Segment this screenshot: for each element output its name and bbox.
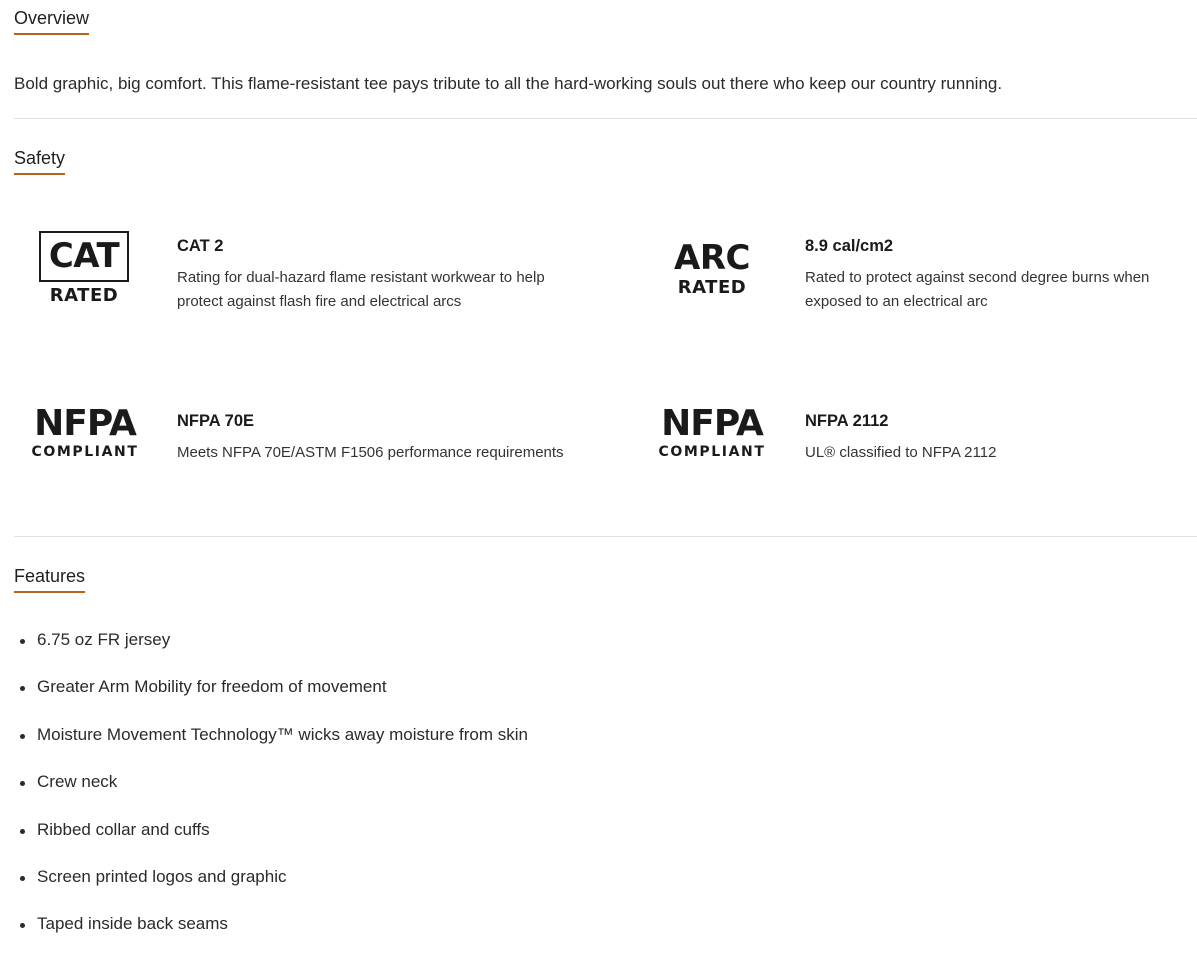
nfpa-compliant-badge-icon [657, 403, 767, 460]
safety-item-title-nfpa70e: NFPA 70E [177, 412, 255, 430]
safety-item-desc-nfpa70e: Meets NFPA 70E/ASTM F1506 performance requirements [177, 444, 564, 461]
feature-item: Screen printed logos and graphic [14, 866, 528, 913]
features-heading: Features [14, 565, 85, 593]
safety-item-desc-arc: Rated to protect against second degree burns when exposed to an electrical arc [805, 269, 1150, 310]
nfpa-badge-main: NFPA [661, 403, 763, 444]
arc-rated-badge-icon [667, 238, 757, 298]
feature-item: Crew neck [14, 771, 528, 818]
divider [14, 118, 1197, 119]
overview-text: Bold graphic, big comfort. This flame-resistant tee pays tribute to all the hard-working souls out there who keep our country running. [14, 74, 1003, 93]
feature-item: Ribbed collar and cuffs [14, 819, 528, 866]
cat-badge-main: CAT [39, 231, 129, 282]
feature-item: 6.75 oz FR jersey [14, 629, 528, 676]
overview-heading: Overview [14, 7, 89, 35]
safety-item-title-cat: CAT 2 [177, 237, 224, 255]
cat-rated-badge-icon [39, 231, 129, 306]
feature-item: Taped inside back seams [14, 913, 528, 960]
nfpa-badge-sub: COMPLIANT [31, 444, 139, 460]
divider [14, 536, 1197, 537]
nfpa-compliant-badge-icon [30, 403, 140, 460]
nfpa-badge-main: NFPA [34, 403, 136, 444]
feature-item: Moisture Movement Technology™ wicks away moisture from skin [14, 724, 528, 771]
cat-badge-sub: RATED [49, 285, 119, 306]
nfpa-badge-sub: COMPLIANT [658, 444, 766, 460]
arc-badge-main: ARC [674, 238, 750, 278]
safety-item-title-nfpa2112: NFPA 2112 [805, 412, 889, 430]
features-list [14, 629, 528, 961]
safety-heading: Safety [14, 147, 65, 175]
feature-item: Greater Arm Mobility for freedom of movement [14, 676, 528, 723]
safety-item-title-arc: 8.9 cal/cm2 [805, 237, 894, 255]
safety-item-desc-cat: Rating for dual-hazard flame resistant workwear to help protect against flash fire and electrical arcs [177, 269, 545, 310]
safety-item-desc-nfpa2112: UL® classified to NFPA 2112 [805, 444, 997, 461]
arc-badge-sub: RATED [677, 277, 747, 298]
